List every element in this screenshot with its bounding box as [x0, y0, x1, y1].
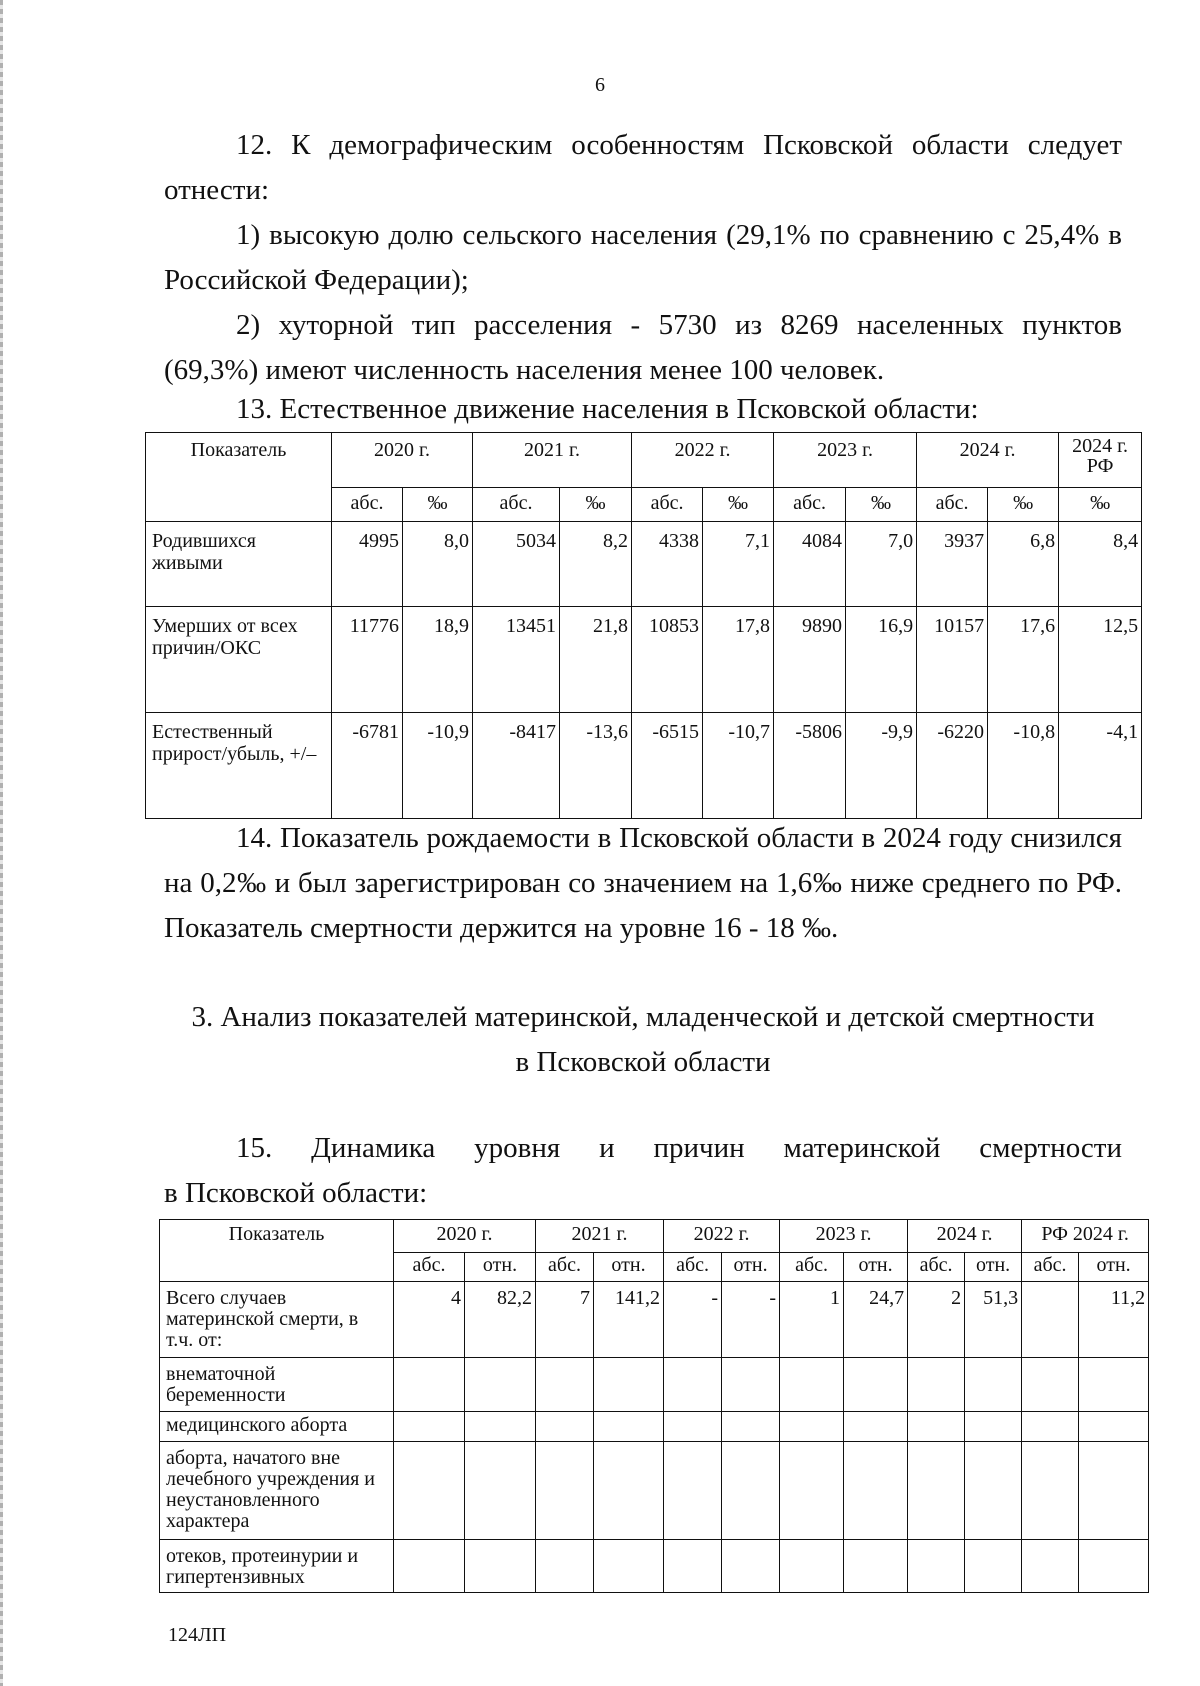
table-cell: -10,9: [403, 713, 473, 819]
paragraph-13-title: 13. Естественное движение населения в Псковской области:: [236, 393, 979, 425]
table-cell: 51,3: [965, 1282, 1022, 1358]
table-cell: [1022, 1412, 1079, 1442]
table-cell: 3937: [917, 522, 988, 607]
table-cell: 4995: [332, 522, 403, 607]
table-cell: 13451: [473, 607, 560, 713]
table-cell: [594, 1412, 664, 1442]
table-cell: [664, 1442, 722, 1540]
table-cell: [394, 1412, 465, 1442]
year-header: 2024 г.: [908, 1220, 1022, 1253]
table-cell: [844, 1442, 908, 1540]
table-cell: [394, 1358, 465, 1412]
abs-subheader: абс.: [394, 1253, 465, 1282]
table-cell: -4,1: [1059, 713, 1142, 819]
table-row: [160, 1540, 1149, 1593]
table-cell: [965, 1442, 1022, 1540]
indicator-header: Показатель: [160, 1220, 394, 1282]
year-header: 2020 г.: [394, 1220, 536, 1253]
table-cell: 9890: [774, 607, 846, 713]
permille-subheader: ‰: [846, 488, 917, 522]
natural-movement-table: [145, 432, 1142, 819]
permille-subheader: ‰: [560, 488, 632, 522]
abs-subheader: абс.: [917, 488, 988, 522]
row-label: Всего случаев материнской смерти, в т.ч. от:: [160, 1282, 394, 1358]
table-cell: 16,9: [846, 607, 917, 713]
table-cell: [780, 1442, 844, 1540]
table-cell: [780, 1358, 844, 1412]
table-cell: -6515: [632, 713, 703, 819]
table-cell: 7,0: [846, 522, 917, 607]
table-cell: [664, 1540, 722, 1593]
maternal-mortality-table: [159, 1219, 1149, 1593]
table-cell: 8,2: [560, 522, 632, 607]
row-label: внематочной беременности: [160, 1358, 394, 1412]
table-cell: [908, 1358, 965, 1412]
table-cell: 10157: [917, 607, 988, 713]
table-cell: [465, 1358, 536, 1412]
table-cell: -: [722, 1282, 780, 1358]
table-cell: [780, 1412, 844, 1442]
table-cell: 7,1: [703, 522, 774, 607]
table-cell: [394, 1540, 465, 1593]
paragraph-15-line-2: в Псковской области:: [164, 1177, 428, 1209]
table-cell: 8,4: [1059, 522, 1142, 607]
year-header: 2022 г.: [664, 1220, 780, 1253]
table-cell: -8417: [473, 713, 560, 819]
table-cell: 17,6: [988, 607, 1059, 713]
year-header: 2022 г.: [632, 433, 774, 488]
table-cell: 6,8: [988, 522, 1059, 607]
table-cell: [844, 1358, 908, 1412]
table-row: [146, 522, 1142, 607]
abs-subheader: абс.: [908, 1253, 965, 1282]
table-cell: [664, 1412, 722, 1442]
section-3-title-line-1: 3. Анализ показателей материнской, младенческой и детской смертности: [191, 1001, 1095, 1033]
table-cell: -6220: [917, 713, 988, 819]
table-cell: 11,2: [1079, 1282, 1149, 1358]
table-cell: [594, 1442, 664, 1540]
section-3-title: [150, 995, 1136, 1085]
table-cell: [1022, 1442, 1079, 1540]
year-header: 2023 г.: [774, 433, 917, 488]
rf-year-header: РФ 2024 г.: [1022, 1220, 1149, 1253]
table-cell: [1022, 1282, 1079, 1358]
table-cell: 11776: [332, 607, 403, 713]
table-cell: [844, 1412, 908, 1442]
table-row: [160, 1282, 1149, 1358]
table-cell: -5806: [774, 713, 846, 819]
table-cell: [965, 1358, 1022, 1412]
table-cell: [722, 1442, 780, 1540]
abs-subheader: абс.: [664, 1253, 722, 1282]
table-cell: -10,7: [703, 713, 774, 819]
rel-subheader: отн.: [465, 1253, 536, 1282]
table-cell: [1022, 1358, 1079, 1412]
paragraph-12-intro: 12. К демографическим особенностям Псковской области следует отнести:: [164, 129, 1122, 206]
table-row: [160, 1358, 1149, 1412]
row-label: Естественный прирост/убыль, +/–: [146, 713, 332, 819]
paragraph-12-item-1: 1) высокую долю сельского населения (29,1% по сравнению с 25,4% в Российской Федерации);: [164, 219, 1122, 296]
rel-subheader: отн.: [1079, 1253, 1149, 1282]
table-cell: -13,6: [560, 713, 632, 819]
row-label: Родившихся живыми: [146, 522, 332, 607]
row-label: аборта, начатого вне лечебного учреждения и неустановленного характера: [160, 1442, 394, 1540]
table-cell: [1079, 1412, 1149, 1442]
indicator-header: Показатель: [146, 433, 332, 522]
table-cell: [1079, 1358, 1149, 1412]
year-header: 2021 г.: [536, 1220, 664, 1253]
table-cell: [536, 1412, 594, 1442]
table-cell: [722, 1358, 780, 1412]
table-cell: [908, 1540, 965, 1593]
table-cell: [664, 1358, 722, 1412]
table-cell: 5034: [473, 522, 560, 607]
document-code: 124ЛП: [168, 1624, 227, 1646]
table-cell: 17,8: [703, 607, 774, 713]
table-cell: 141,2: [594, 1282, 664, 1358]
permille-subheader: ‰: [988, 488, 1059, 522]
table-cell: 12,5: [1059, 607, 1142, 713]
row-label: медицинского аборта: [160, 1412, 394, 1442]
table-cell: [1079, 1442, 1149, 1540]
table-cell: [908, 1412, 965, 1442]
table-cell: 18,9: [403, 607, 473, 713]
table-cell: 7: [536, 1282, 594, 1358]
table-cell: [780, 1540, 844, 1593]
abs-subheader: абс.: [473, 488, 560, 522]
abs-subheader: абс.: [536, 1253, 594, 1282]
rel-subheader: отн.: [844, 1253, 908, 1282]
table-cell: 1: [780, 1282, 844, 1358]
table-cell: [594, 1540, 664, 1593]
abs-subheader: абс.: [780, 1253, 844, 1282]
row-label: Умерших от всех причин/ОКС: [146, 607, 332, 713]
scan-edge: [0, 0, 3, 1686]
permille-subheader: ‰: [703, 488, 774, 522]
table-cell: [722, 1412, 780, 1442]
rel-subheader: отн.: [722, 1253, 780, 1282]
table-cell: 21,8: [560, 607, 632, 713]
table-cell: -9,9: [846, 713, 917, 819]
table-cell: [965, 1540, 1022, 1593]
abs-subheader: абс.: [332, 488, 403, 522]
permille-subheader: ‰: [1059, 488, 1142, 522]
table-cell: 10853: [632, 607, 703, 713]
table-cell: [465, 1412, 536, 1442]
rel-subheader: отн.: [594, 1253, 664, 1282]
table-cell: 4338: [632, 522, 703, 607]
paragraph-14: 14. Показатель рождаемости в Псковской области в 2024 году снизился на 0,2‰ и был зарегистрирован со значением на 1,6‰ ниже среднего по РФ. Показатель смертности держится на уровне 16 - 18 ‰.: [164, 822, 1122, 944]
year-header: 2024 г.: [917, 433, 1059, 488]
table-row: [146, 607, 1142, 713]
table-cell: [844, 1540, 908, 1593]
year-header: 2020 г.: [332, 433, 473, 488]
page-number: 6: [595, 74, 605, 96]
table-cell: [536, 1358, 594, 1412]
rel-subheader: отн.: [965, 1253, 1022, 1282]
year-header: 2023 г.: [780, 1220, 908, 1253]
table-cell: [536, 1540, 594, 1593]
table-cell: [594, 1358, 664, 1412]
table-cell: [722, 1540, 780, 1593]
paragraph-15-line-1: 15. Динамика уровня и причин материнской смертности: [236, 1132, 1122, 1164]
table-cell: [465, 1540, 536, 1593]
table-cell: [965, 1412, 1022, 1442]
table-row: [160, 1412, 1149, 1442]
table-cell: 8,0: [403, 522, 473, 607]
table-cell: 4: [394, 1282, 465, 1358]
row-label: отеков, протеинурии и гипертензивных: [160, 1540, 394, 1593]
year-header: 2021 г.: [473, 433, 632, 488]
section-3-title-line-2: в Псковской области: [515, 1046, 771, 1078]
table-cell: [908, 1442, 965, 1540]
paragraph-12-item-2: 2) хуторной тип расселения - 5730 из 8269 населенных пунктов (69,3%) имеют численность населения менее 100 человек.: [164, 309, 1122, 386]
table-cell: [394, 1442, 465, 1540]
abs-subheader: абс.: [1022, 1253, 1079, 1282]
table-cell: [1022, 1540, 1079, 1593]
table-row: [146, 713, 1142, 819]
table-cell: [536, 1442, 594, 1540]
permille-subheader: ‰: [403, 488, 473, 522]
rf-year-header: 2024 г. РФ: [1059, 433, 1142, 488]
table-cell: [465, 1442, 536, 1540]
table-cell: 2: [908, 1282, 965, 1358]
table-row: [160, 1442, 1149, 1540]
table-cell: -10,8: [988, 713, 1059, 819]
table-cell: 24,7: [844, 1282, 908, 1358]
table-cell: 82,2: [465, 1282, 536, 1358]
abs-subheader: абс.: [774, 488, 846, 522]
table-cell: -: [664, 1282, 722, 1358]
abs-subheader: абс.: [632, 488, 703, 522]
table-cell: 4084: [774, 522, 846, 607]
table-cell: -6781: [332, 713, 403, 819]
table-cell: [1079, 1540, 1149, 1593]
